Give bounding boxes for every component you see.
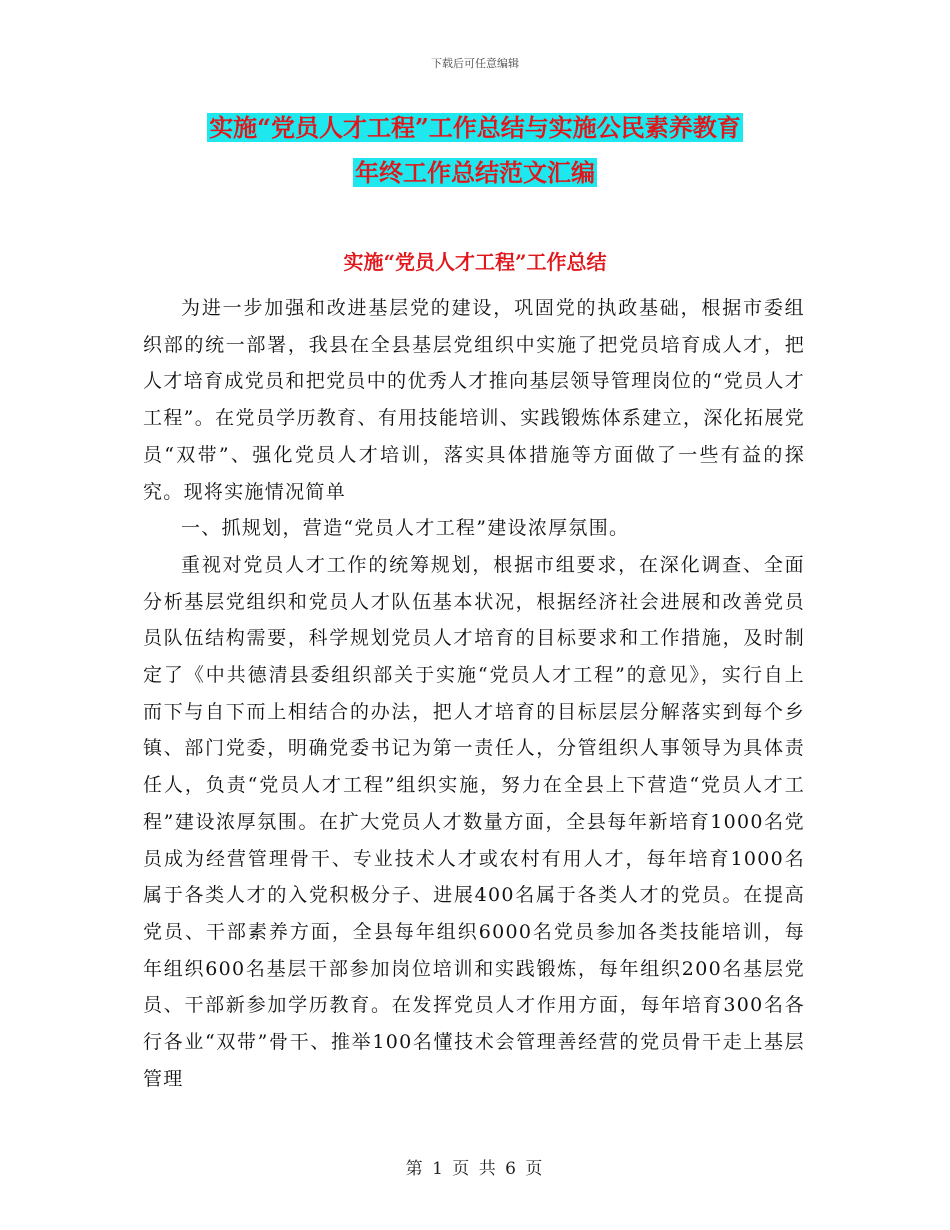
paragraph-planning: 重视对党员人才工作的统筹规划，根据市组要求，在深化调查、全面分析基层党组织和党员人才队伍基本状况，根据经济社会进展和改善党员员队伍结构需要，科学规划党员人才培育的目标要求和工作措施，及时制定了《中共德清县委组织部关于实施“党员人才工程”的意见》，实行自上而下与自下而上相结合的办法，把人才培育的目标层层分解落实到每个乡镇、部门党委，明确党委书记为第一责任人，分管组织人事领导为具体责任人，负责“党员人才工程”组织实施，努力在全县上下营造“党员人才工程”建设浓厚氛围。在扩大党员人才数量方面，全县每年新培育1000名党员成为经营管理骨干、专业技术人才或农村有用人才，每年培育1000名属于各类人才的入党积极分子、进展400名属于各类人才的党员。在提高党员、干部素养方面，全县每年组织6000名党员参加各类技能培训，每年组织600名基层干部参加岗位培训和实践锻炼，每年组织200名基层党员、干部新参加学历教育。在发挥党员人才作用方面，每年培育300名各行各业“双带”骨干、推举100名懂技术会管理善经营的党员骨干走上基层管理 (143, 553, 805, 1090)
document-body (143, 290, 805, 1097)
page-footer: 第 1 页 共 6 页 (405, 1159, 545, 1179)
document-title-line-1 (0, 110, 950, 146)
document-title-line-2 (0, 155, 950, 191)
paragraph-heading-1: 一、抓规划，营造“党员人才工程”建设浓厚氛围。 (181, 517, 630, 540)
section-title: 实施“党员人才工程”工作总结 (343, 250, 607, 274)
header-note: 下载后可任意编辑 (431, 57, 519, 70)
document-title-line-2-text: 年终工作总结范文汇编 (355, 158, 595, 187)
document-title-line-1-text: 实施“党员人才工程”工作总结与实施公民素养教育 (209, 113, 741, 142)
paragraph-intro: 为进一步加强和改进基层党的建设，巩固党的执政基础，根据市委组织部的统一部署，我县在全县基层党组织中实施了把党员培育成人才，把人才培育成党员和把党员中的优秀人才推向基层领导管理岗位的“党员人才工程”。在党员学历教育、有用技能培训、实践锻炼体系建立，深化拓展党员“双带”、强化党员人才培训，落实具体措施等方面做了一些有益的探究。现将实施情况简单 (143, 297, 805, 503)
